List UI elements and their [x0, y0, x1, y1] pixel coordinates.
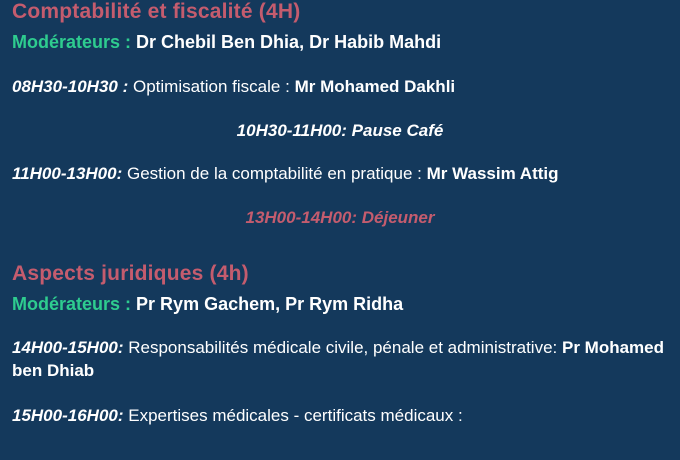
schedule-item-1400 — [12, 337, 668, 383]
schedule-item-topic: Responsabilités médicale civile, pénale et administrative: — [128, 338, 558, 358]
break-pause-cafe — [12, 121, 668, 141]
break-label: : Déjeuner — [351, 207, 435, 227]
moderators-line-aspects-juridiques — [12, 294, 668, 316]
schedule-item-time: 11H00-13H00: — [12, 163, 123, 183]
moderators-names: Dr Chebil Ben Dhia, Dr Habib Mahdi — [136, 32, 442, 53]
schedule-item-1500 — [12, 405, 668, 428]
schedule-item-speaker: Mr Wassim Attig — [426, 163, 559, 183]
schedule-item-0830 — [12, 76, 668, 99]
schedule-item-time: 14H00-15H00: — [12, 338, 124, 358]
schedule-item-speaker: Mr Mohamed Dakhli — [294, 76, 456, 96]
moderators-label: Modérateurs : — [12, 32, 132, 53]
schedule-item-time: 08H30-10H30 : — [12, 76, 129, 96]
break-time: 13H00-14H00 — [245, 207, 352, 227]
moderators-names: Pr Rym Gachem, Pr Rym Ridha — [136, 293, 404, 314]
session-title-comptabilite: Comptabilité et fiscalité (4H) — [12, 0, 301, 23]
break-label: : Pause Café — [341, 120, 444, 140]
session-title-aspects-juridiques: Aspects juridiques (4h) — [12, 261, 249, 285]
break-time: 10H30-11H00 — [236, 120, 342, 140]
schedule-item-topic: Optimisation fiscale : — [132, 76, 290, 96]
moderators-label: Modérateurs : — [12, 293, 132, 314]
schedule-item-topic: Expertises médicales - certificats médicaux : — [128, 406, 463, 426]
break-dejeuner — [12, 208, 668, 228]
schedule-item-1100 — [12, 163, 668, 186]
schedule-item-topic: Gestion de la comptabilité en pratique : — [127, 163, 422, 183]
schedule-item-speaker: Pr Mohamed ben Dhiab — [12, 338, 665, 381]
schedule-item-time: 15H00-16H00: — [12, 406, 124, 426]
moderators-line-comptabilite — [12, 32, 668, 54]
